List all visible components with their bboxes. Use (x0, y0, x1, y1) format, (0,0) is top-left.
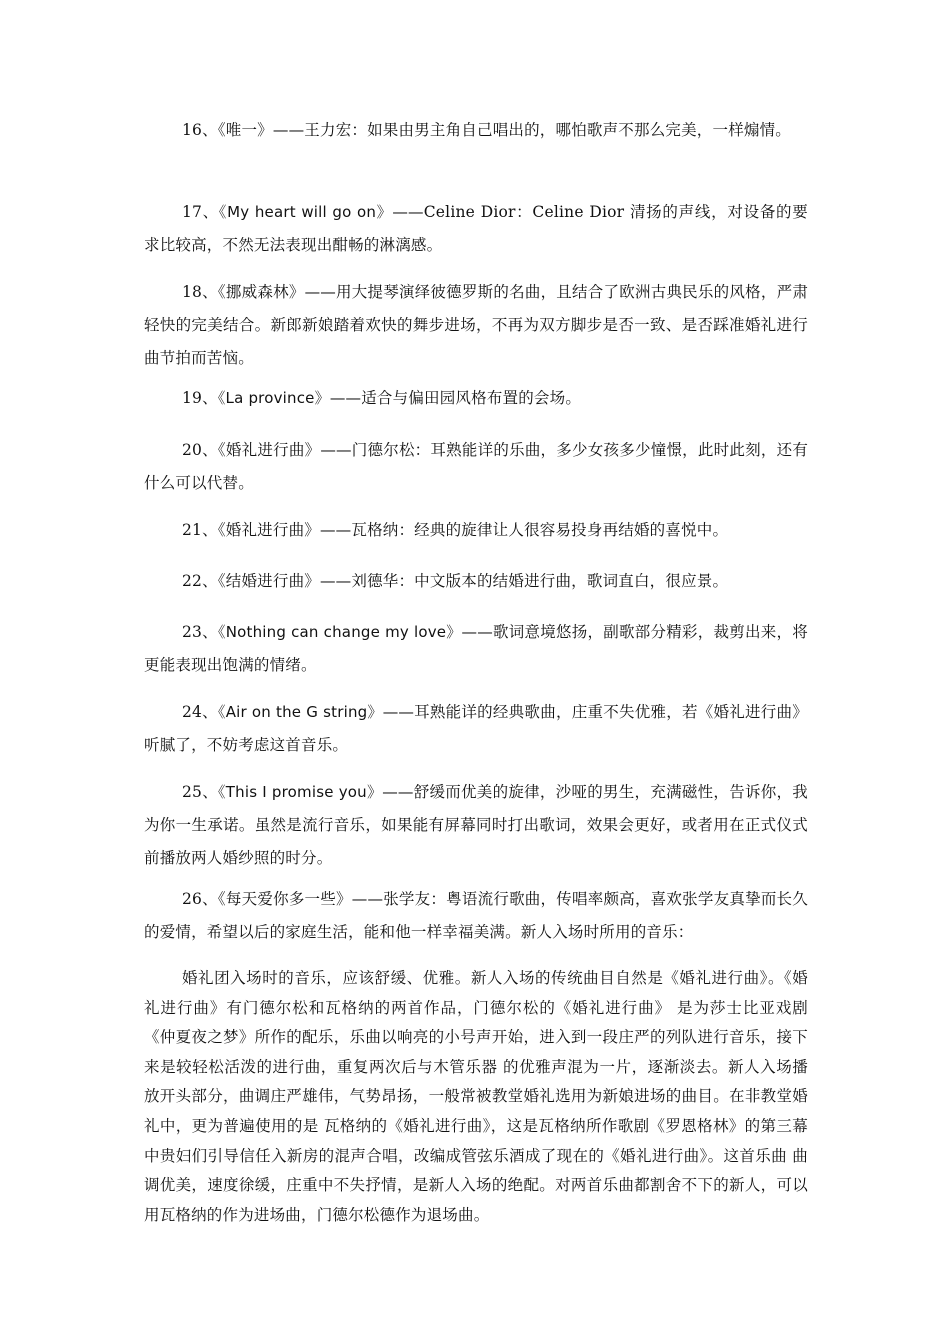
item-number: 20、 (182, 441, 218, 459)
song-title: 《婚礼进行曲》 (217, 521, 320, 539)
item-number: 19、 (182, 389, 218, 407)
item-number: 24、 (182, 703, 218, 721)
song-title: 《挪威森林》 (217, 283, 305, 301)
item-description: ——用大提琴演绎彼德罗斯的名曲，且结合了欧洲古典民乐的风格，严肃轻快的完美结合。新郎新娘踏着欢快的舞步进场，不再为双方脚步是否一致、是否踩准婚礼进行曲节拍而苦恼。 (144, 283, 809, 367)
song-title: 《Nothing can change my love》 (217, 623, 462, 641)
list-item-23 (144, 616, 808, 682)
item-description: ——瓦格纳：经典的旋律让人很容易投身再结婚的喜悦中。 (319, 521, 729, 539)
list-item-21 (144, 514, 808, 547)
list-item-19 (144, 382, 808, 415)
list-item-24 (144, 696, 808, 762)
item-number: 16、 (182, 121, 218, 139)
list-item-20 (144, 434, 808, 500)
list-item-25 (144, 776, 808, 875)
item-number: 21、 (182, 521, 218, 539)
list-item-18 (144, 276, 808, 375)
list-item-22 (144, 565, 808, 598)
item-number: 18、 (182, 283, 218, 301)
list-item-17 (144, 196, 808, 262)
song-title: 《婚礼进行曲》 (217, 441, 321, 459)
item-description: ——刘德华：中文版本的结婚进行曲，歌词直白，很应景。 (319, 572, 729, 590)
item-description: ——适合与偏田园风格布置的会场。 (329, 389, 582, 407)
item-number: 22、 (182, 572, 218, 590)
song-title: 《This I promise you》 (217, 783, 383, 801)
item-number: 17、 (182, 203, 219, 221)
song-title: 《每天爱你多一些》 (217, 890, 352, 908)
item-description: ——耳熟能详的经典歌曲，庄重不失优雅，若《婚礼进行曲》听腻了，不妨考虑这首音乐。 (144, 703, 808, 754)
closing-paragraph: 婚礼团入场时的音乐，应该舒缓、优雅。新人入场的传统曲目自然是《婚礼进行曲》。《婚礼进行曲》有门德尔松和瓦格纳的两首作品，门德尔松的《婚礼进行曲》 是为莎士比亚戏剧《仲夏夜之梦》所作的配乐，乐曲以响亮的小号声开始，进入到一段庄严的列队进行音乐，接下来是较轻松活泼的进行曲，重复两次后与木管乐器 的优雅声混为一片，逐渐淡去。新人入场播放开头部分，曲调庄严雄伟，气势昂扬，一般常被教堂婚礼选用为新娘进场的曲目。在非教堂婚礼中，更为普遍使用的是 瓦格纳的《婚礼进行曲》，这是瓦格纳所作歌剧《罗恩格林》的第三幕中贵妇们引导信任入新房的混声合唱，改编成管弦乐酒成了现在的《婚礼进行曲》。这首乐曲 曲调优美，速度徐缓，庄重中不失抒情，是新人入场的绝配。对两首乐曲都割舍不下的新人，可以用瓦格纳的作为进场曲，门德尔松德作为退场曲。 (144, 969, 808, 1224)
list-item-16 (144, 114, 808, 147)
list-item-26 (144, 883, 808, 949)
item-description: ——Celine Dior：Celine Dior 清扬的声线，对设备的要求比较高，不然无法表现出酣畅的淋漓感。 (144, 203, 808, 254)
song-title: 《La province》 (217, 389, 330, 407)
item-description: ——王力宏：如果由男主角自己唱出的，哪怕歌声不那么完美，一样煽情。 (272, 121, 791, 139)
item-number: 23、 (182, 623, 218, 641)
item-description: ——门德尔松：耳熟能详的乐曲，多少女孩多少憧憬，此时此刻，还有什么可以代替。 (144, 441, 809, 492)
song-title: 《唯一》 (217, 121, 273, 139)
song-title: 《结婚进行曲》 (217, 572, 320, 590)
song-title: 《Air on the G string》 (217, 703, 383, 721)
song-title: 《My heart will go on》 (218, 203, 393, 221)
item-number: 25、 (182, 783, 218, 801)
item-description: ——歌词意境悠扬，副歌部分精彩，裁剪出来，将更能表现出饱满的情绪。 (144, 623, 808, 674)
item-number: 26、 (182, 890, 218, 908)
item-description: ——张学友：粤语流行歌曲，传唱率颇高，喜欢张学友真挚而长久的爱情，希望以后的家庭生活，能和他一样幸福美满。新人入场时所用的音乐： (144, 890, 808, 941)
item-description: ——舒缓而优美的旋律，沙哑的男生，充满磁性，告诉你，我为你一生承诺。虽然是流行音乐，如果能有屏幕同时打出歌词，效果会更好，或者用在正式仪式前播放两人婚纱照的时分。 (144, 783, 808, 867)
